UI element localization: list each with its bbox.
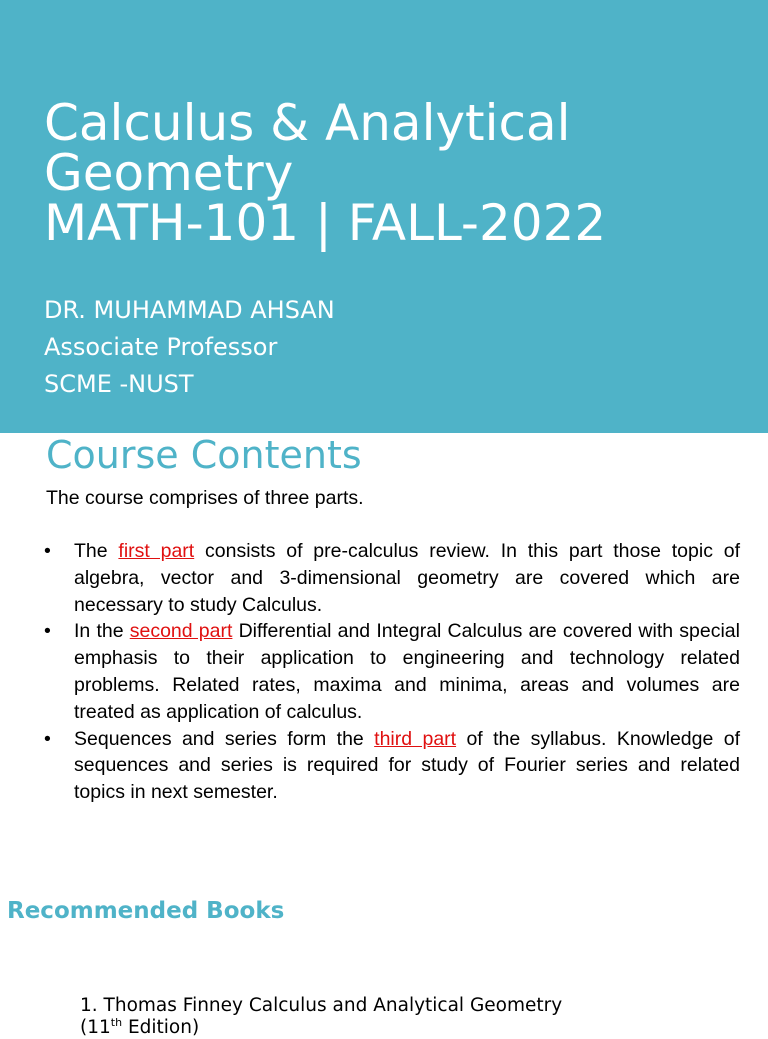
course-intro: The course comprises of three parts. [46,487,364,509]
bullet-icon: • [44,540,51,562]
book-title: Thomas Finney Calculus and Analytical Geometry [103,995,563,1016]
part-highlight: first part [118,540,195,562]
list-item [80,995,562,1039]
recommended-books-heading: Recommended Books [7,898,285,924]
author-block [44,292,335,403]
bullet-text-pre: In the [74,620,130,643]
list-item [0,618,740,725]
course-parts-list [0,538,768,806]
list-item [0,726,740,806]
book-edition: (11th Edition) [80,1015,200,1038]
bullet-icon: • [44,727,51,750]
bullet-text-post: of the syllabus. Knowledge of sequences and series is required for study of Fourier series and related topics in next semester. [74,727,740,804]
bullet-icon: • [44,620,51,643]
bullet-text-post: consists of pre-calculus review. In this part those topic of algebra, vector and 3-dimensional geometry are covered which are necessary to study Calculus. [74,540,741,616]
title-line: Calculus & Analytical [44,94,571,152]
course-contents-heading: Course Contents [46,433,362,477]
title-line: Geometry [44,144,294,202]
bullet-text-pre: Sequences and series form the [74,727,375,750]
book-list [80,995,562,1039]
list-item [0,538,740,618]
author-affiliation: SCME -NUST [44,370,194,398]
slide-title [44,94,607,252]
author-name: DR. MUHAMMAD AHSAN [44,296,335,324]
title-line: MATH-101 | FALL-2022 [44,194,607,252]
bullet-text-post: Differential and Integral Calculus are covered with special emphasis to their application to engineering and technology related problems. Related rates, maxima and minima, areas and volumes are treated as application of calculus. [74,620,740,723]
book-number: 1. [80,995,98,1016]
author-position: Associate Professor [44,333,278,361]
bullet-text-pre: The [74,540,119,562]
part-highlight: second part [129,620,233,643]
part-highlight: third part [374,727,457,750]
